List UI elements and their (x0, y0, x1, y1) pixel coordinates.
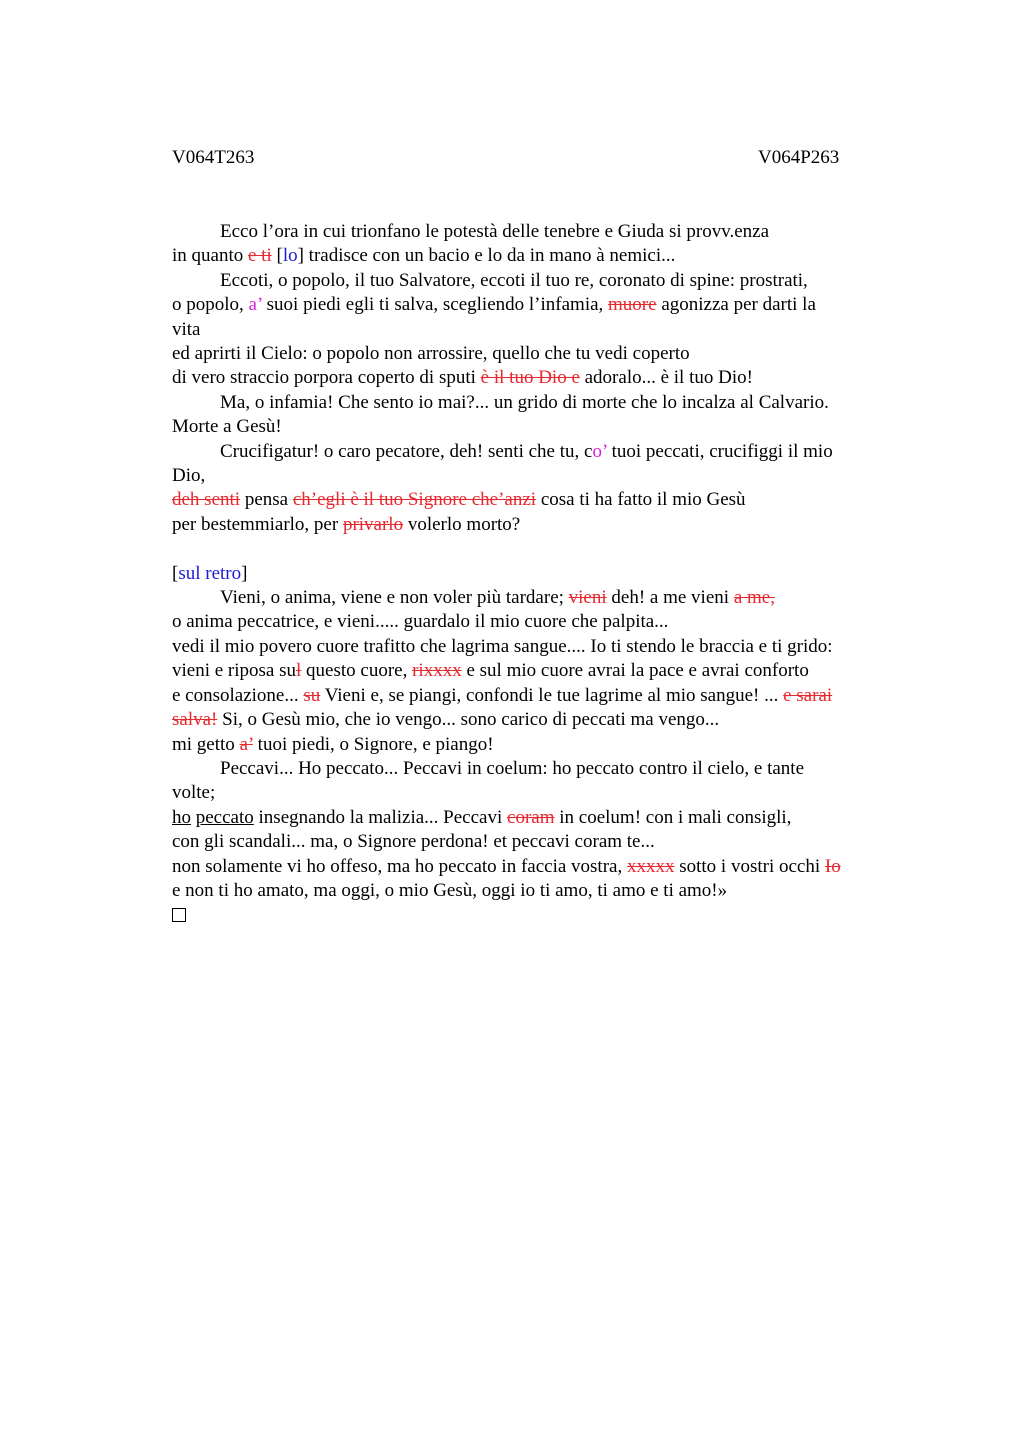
text-line (172, 440, 912, 464)
underlined-text: ho (172, 806, 191, 828)
text-segment: Vieni, o anima, viene e non voler più tardare; (220, 587, 569, 609)
text-segment: vita (172, 318, 201, 340)
deleted-text: a’ (239, 733, 253, 755)
text-segment: volerlo morto? (403, 513, 521, 535)
text-segment: ed aprirti il Cielo: o popolo non arrossire, quello che tu vedi coperto (172, 343, 690, 365)
text-line (172, 879, 912, 903)
text-segment: e sul mio cuore avrai la pace e avrai conforto (461, 660, 809, 682)
text-segment: e non ti ho amato, ma oggi, o mio Gesù, oggi io ti amo, ti amo e ti amo!» (172, 879, 728, 901)
text-segment: questo cuore, (301, 660, 413, 682)
text-line (172, 366, 912, 390)
deleted-text: rixxxx (412, 660, 462, 682)
text-segment: mi getto (172, 733, 240, 755)
text-segment: [ (271, 245, 283, 267)
text-segment: [ (172, 562, 179, 584)
text-line (172, 781, 912, 805)
text-line (172, 342, 912, 366)
text-segment: agonizza per darti la (656, 294, 816, 316)
added-text: a’ (248, 294, 262, 316)
text-segment: di vero straccio porpora coperto di sputi (172, 367, 481, 389)
deleted-text: xxxxx (626, 855, 675, 877)
text-segment: o popolo, (172, 294, 249, 316)
text-line (172, 513, 912, 537)
text-line (172, 586, 912, 610)
text-line (172, 610, 912, 634)
text-segment: Eccoti, o popolo, il tuo Salvatore, eccoti il tuo re, coronato di spine: prostrati, (220, 269, 808, 291)
header-right-code: V064P263 (758, 147, 840, 168)
text-segment: tuoi peccati, crucifiggi il mio (606, 440, 833, 462)
text-segment: vieni e riposa su (172, 660, 297, 682)
deleted-text: su (303, 684, 321, 706)
deleted-text: a me, (733, 587, 775, 609)
text-line (172, 562, 912, 586)
text-segment: e consolazione... (172, 684, 304, 706)
transcription-body (172, 220, 912, 930)
text-line (172, 488, 912, 512)
deleted-text: è il tuo Dio e (480, 367, 580, 389)
text-segment: in quanto (172, 245, 248, 267)
text-segment: in coelum! con i mali consigli, (554, 806, 792, 828)
text-line (172, 635, 912, 659)
deleted-text: ch’egli è il tuo Signore che’anzi (292, 489, 537, 511)
text-line (172, 659, 912, 683)
text-segment: ] tradisce con un bacio e lo da in mano à nemici... (297, 245, 676, 267)
blank-line (172, 537, 912, 561)
text-segment: volte; (172, 782, 216, 804)
deleted-text: privarlo (342, 513, 404, 535)
text-segment: adoralo... è il tuo Dio! (579, 367, 753, 389)
underlined-text: peccato (195, 806, 254, 828)
deleted-text: Io (824, 855, 841, 877)
text-segment: Si, o Gesù mio, che io vengo... sono carico di peccati ma vengo... (217, 709, 720, 731)
text-line (172, 220, 912, 244)
text-segment: Crucifigatur! o caro pecatore, deh! senti che tu, c (220, 440, 593, 462)
text-segment: Peccavi... Ho peccato... Peccavi in coelum: ho peccato contro il cielo, e tante (220, 757, 805, 779)
text-line (172, 318, 912, 342)
added-text: o’ (592, 440, 607, 462)
text-line (172, 855, 912, 879)
text-segment: o anima peccatrice, e vieni..... guardalo il mio cuore che palpita... (172, 611, 669, 633)
text-segment: tuoi piedi, o Signore, e piango! (252, 733, 494, 755)
deleted-text: salva! (172, 709, 218, 731)
text-segment: sotto i vostri occhi (674, 855, 825, 877)
text-segment: non solamente vi ho offeso, ma ho peccato in faccia vostra, (172, 855, 627, 877)
text-segment: per bestemmiarlo, per (172, 513, 343, 535)
header-left-code: V064T263 (172, 147, 255, 168)
text-line (172, 757, 912, 781)
text-segment: Ma, o infamia! Che sento io mai?... un grido di morte che lo incalza al Calvario. (220, 391, 829, 413)
text-segment: Ecco l’ora in cui trionfano le potestà delle tenebre e Giuda si provv.enza (220, 221, 770, 242)
text-segment: suoi piedi egli ti salva, scegliendo l’infamia, (261, 294, 609, 316)
editorial-note: lo (282, 245, 298, 267)
text-line (172, 391, 912, 415)
deleted-text: e ti (248, 245, 272, 267)
text-segment: ] (241, 562, 248, 584)
text-segment: deh! a me vieni (606, 587, 734, 609)
text-segment: pensa (240, 489, 293, 511)
text-segment: vedi il mio povero cuore trafitto che lagrima sangue.... Io ti stendo le braccia e ti grido: (172, 635, 833, 657)
text-segment: Dio, (172, 465, 206, 487)
text-line (172, 269, 912, 293)
text-line (172, 708, 912, 732)
text-line (172, 464, 912, 488)
text-line (172, 806, 912, 830)
deleted-text: vieni (568, 587, 607, 609)
text-line (172, 415, 912, 439)
text-segment: Morte a Gesù! (172, 416, 282, 438)
text-line (172, 830, 912, 854)
empty-box-icon (172, 908, 186, 922)
end-marker-line (172, 903, 912, 929)
text-line (172, 684, 912, 708)
deleted-text: e sarai (783, 684, 833, 706)
editorial-note: sul retro (178, 562, 242, 584)
deleted-text: coram (507, 806, 555, 828)
deleted-text: deh senti (172, 489, 241, 511)
deleted-text: muore (608, 294, 657, 316)
text-line (172, 244, 912, 268)
text-line (172, 293, 912, 317)
text-segment: con gli scandali... ma, o Signore perdona! et peccavi coram te... (172, 831, 655, 853)
text-line (172, 733, 912, 757)
text-segment: cosa ti ha fatto il mio Gesù (536, 489, 746, 511)
text-segment: Vieni e, se piangi, confondi le tue lagrime al mio sangue! ... (320, 684, 784, 706)
text-segment: insegnando la malizia... Peccavi (253, 806, 508, 828)
deleted-text: l (296, 660, 302, 682)
